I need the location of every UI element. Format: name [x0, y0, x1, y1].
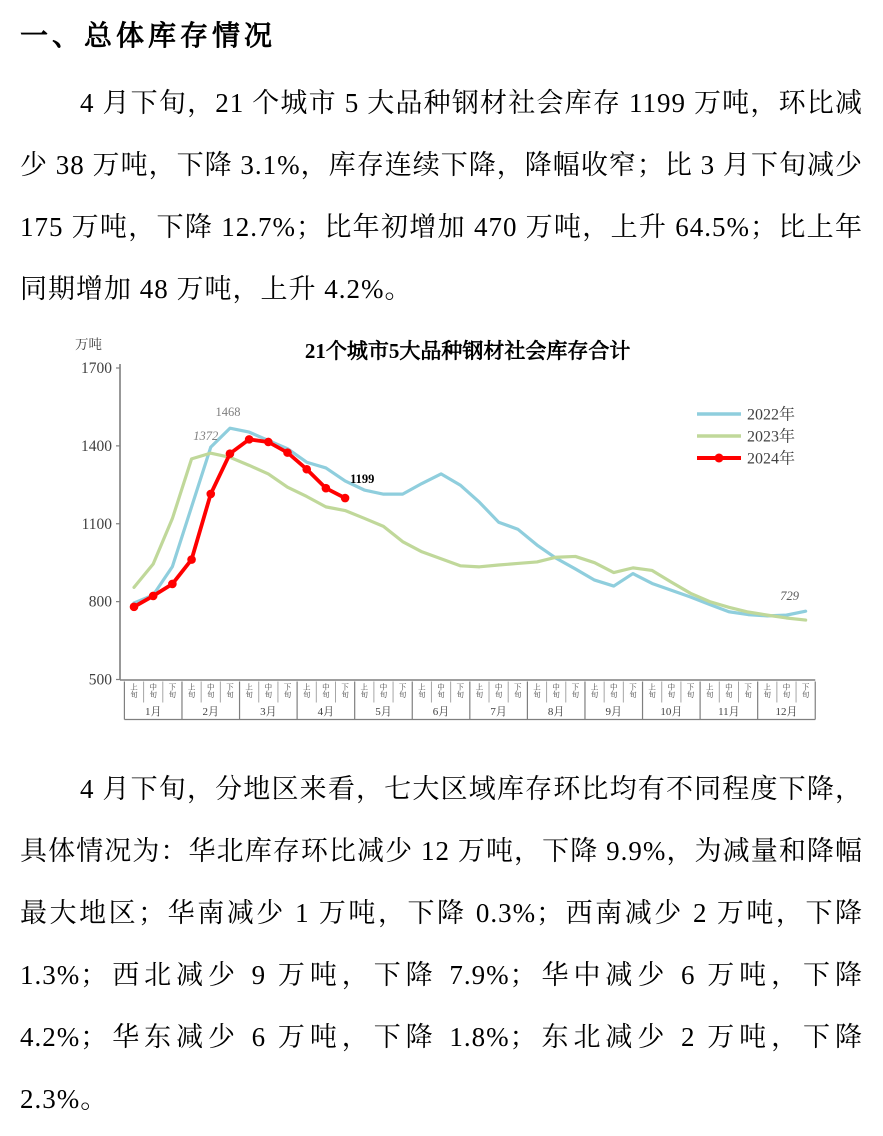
annotation-1468: 1468: [215, 405, 241, 420]
annotation-1199: 1199: [350, 472, 375, 487]
x-period-label: 中旬: [782, 682, 791, 699]
series-marker-2024年: [226, 449, 235, 458]
x-period-label: 中旬: [610, 682, 618, 699]
x-month-label: 6月: [432, 706, 450, 718]
series-marker-2024年: [187, 555, 196, 564]
chart-title: 21个城市5大品种钢材社会库存合计: [304, 339, 631, 363]
series-marker-2024年: [283, 448, 292, 457]
x-period-label: 下旬: [341, 682, 349, 699]
x-month-label: 4月: [317, 706, 335, 718]
series-marker-2024年: [322, 484, 331, 493]
x-period-label: 上旬: [648, 682, 656, 699]
x-period-label: 中旬: [667, 682, 676, 699]
x-period-label: 中旬: [322, 682, 330, 699]
x-period-label: 中旬: [437, 682, 445, 699]
series-marker-2024年: [264, 438, 273, 447]
series-line-2023年: [134, 453, 806, 620]
y-tick-label: 500: [88, 671, 112, 689]
paragraph-overall-inventory: 4 月下旬，21 个城市 5 大品种钢材社会库存 1199 万吨，环比减少 38 万吨，下降 3.1%，库存连续下降，降幅收窄；比 3 月下旬减少 175 万吨，下降 12.7%；比年初增加 470 万吨，上升 64.5%；比上年同期增加 48 万吨，上升 4.2%。: [20, 88, 863, 304]
x-month-label: 10月: [660, 706, 683, 718]
x-period-label: 上旬: [705, 682, 714, 699]
x-period-label: 下旬: [686, 682, 695, 699]
x-period-label: 下旬: [283, 682, 292, 699]
legend-label-2022年: 2022年: [747, 406, 796, 424]
x-month-label: 8月: [547, 706, 565, 718]
chart-canvas: [63, 322, 883, 750]
section-heading: 一、总体库存情况: [20, 20, 277, 51]
x-period-label: 中旬: [379, 682, 388, 699]
x-month-label: 1月: [144, 706, 162, 718]
y-tick-label: 1400: [81, 437, 112, 455]
x-period-label: 下旬: [168, 682, 177, 699]
y-tick-label: 1700: [81, 360, 112, 377]
legend-label-2024年: 2024年: [747, 450, 796, 468]
x-period-label: 下旬: [744, 682, 752, 699]
x-month-label: 5月: [375, 706, 392, 718]
x-month-label: 11月: [718, 706, 740, 718]
series-marker-2024年: [168, 580, 177, 589]
series-marker-2024年: [302, 465, 311, 474]
annotation-1372: 1372: [193, 429, 219, 444]
x-period-label: 中旬: [552, 682, 560, 699]
x-period-label: 上旬: [533, 682, 541, 699]
series-marker-2024年: [206, 490, 215, 499]
x-period-label: 下旬: [398, 682, 407, 699]
x-month-label: 3月: [260, 706, 277, 718]
inventory-line-chart: [63, 322, 883, 750]
x-period-label: 上旬: [245, 682, 253, 699]
x-period-label: 中旬: [725, 682, 733, 699]
series-marker-2024年: [245, 435, 254, 444]
series-marker-2024年: [341, 494, 350, 503]
x-month-label: 7月: [490, 706, 507, 718]
x-period-label: 上旬: [360, 682, 369, 699]
x-period-label: 下旬: [226, 682, 234, 699]
y-tick-label: 1100: [81, 515, 112, 533]
x-period-label: 下旬: [456, 682, 464, 699]
x-period-label: 上旬: [763, 682, 772, 699]
x-month-label: 2月: [202, 706, 220, 718]
x-period-label: 下旬: [801, 682, 810, 699]
x-period-label: 下旬: [514, 682, 522, 699]
series-marker-2024年: [149, 592, 158, 601]
y-tick-label: 800: [88, 593, 112, 611]
x-month-label: 9月: [605, 706, 622, 718]
legend-label-2023年: 2023年: [747, 428, 796, 446]
x-period-label: 中旬: [494, 682, 503, 699]
x-period-label: 中旬: [264, 682, 273, 699]
x-period-label: 上旬: [130, 682, 138, 699]
x-period-label: 上旬: [302, 682, 311, 699]
x-period-label: 上旬: [475, 682, 484, 699]
x-period-label: 下旬: [571, 682, 580, 699]
legend-marker-2024年: [715, 454, 724, 463]
x-period-label: 上旬: [590, 682, 599, 699]
x-period-label: 中旬: [207, 682, 215, 699]
annotation-729: 729: [780, 589, 800, 604]
y-axis-unit-label: 万吨: [75, 337, 102, 352]
x-period-label: 中旬: [149, 682, 157, 699]
x-period-label: 上旬: [418, 682, 426, 699]
x-period-label: 上旬: [187, 682, 196, 699]
x-period-label: 下旬: [629, 682, 637, 699]
series-marker-2024年: [130, 603, 139, 612]
paragraph-regional-inventory: 4 月下旬，分地区来看，七大区域库存环比均有不同程度下降，具体情况为：华北库存环比减少 12 万吨，下降 9.9%，为减量和降幅最大地区；华南减少 1 万吨，下降 0.3%；西南减少 2 万吨，下降 1.3%；西北减少 9 万吨，下降 7.9%；华中减少 6 万吨，下降 4.2%；华东减少 6 万吨，下降 1.8%；东北减少 2 万吨，下降 2.3%。: [20, 774, 863, 1114]
x-month-label: 12月: [775, 706, 798, 718]
